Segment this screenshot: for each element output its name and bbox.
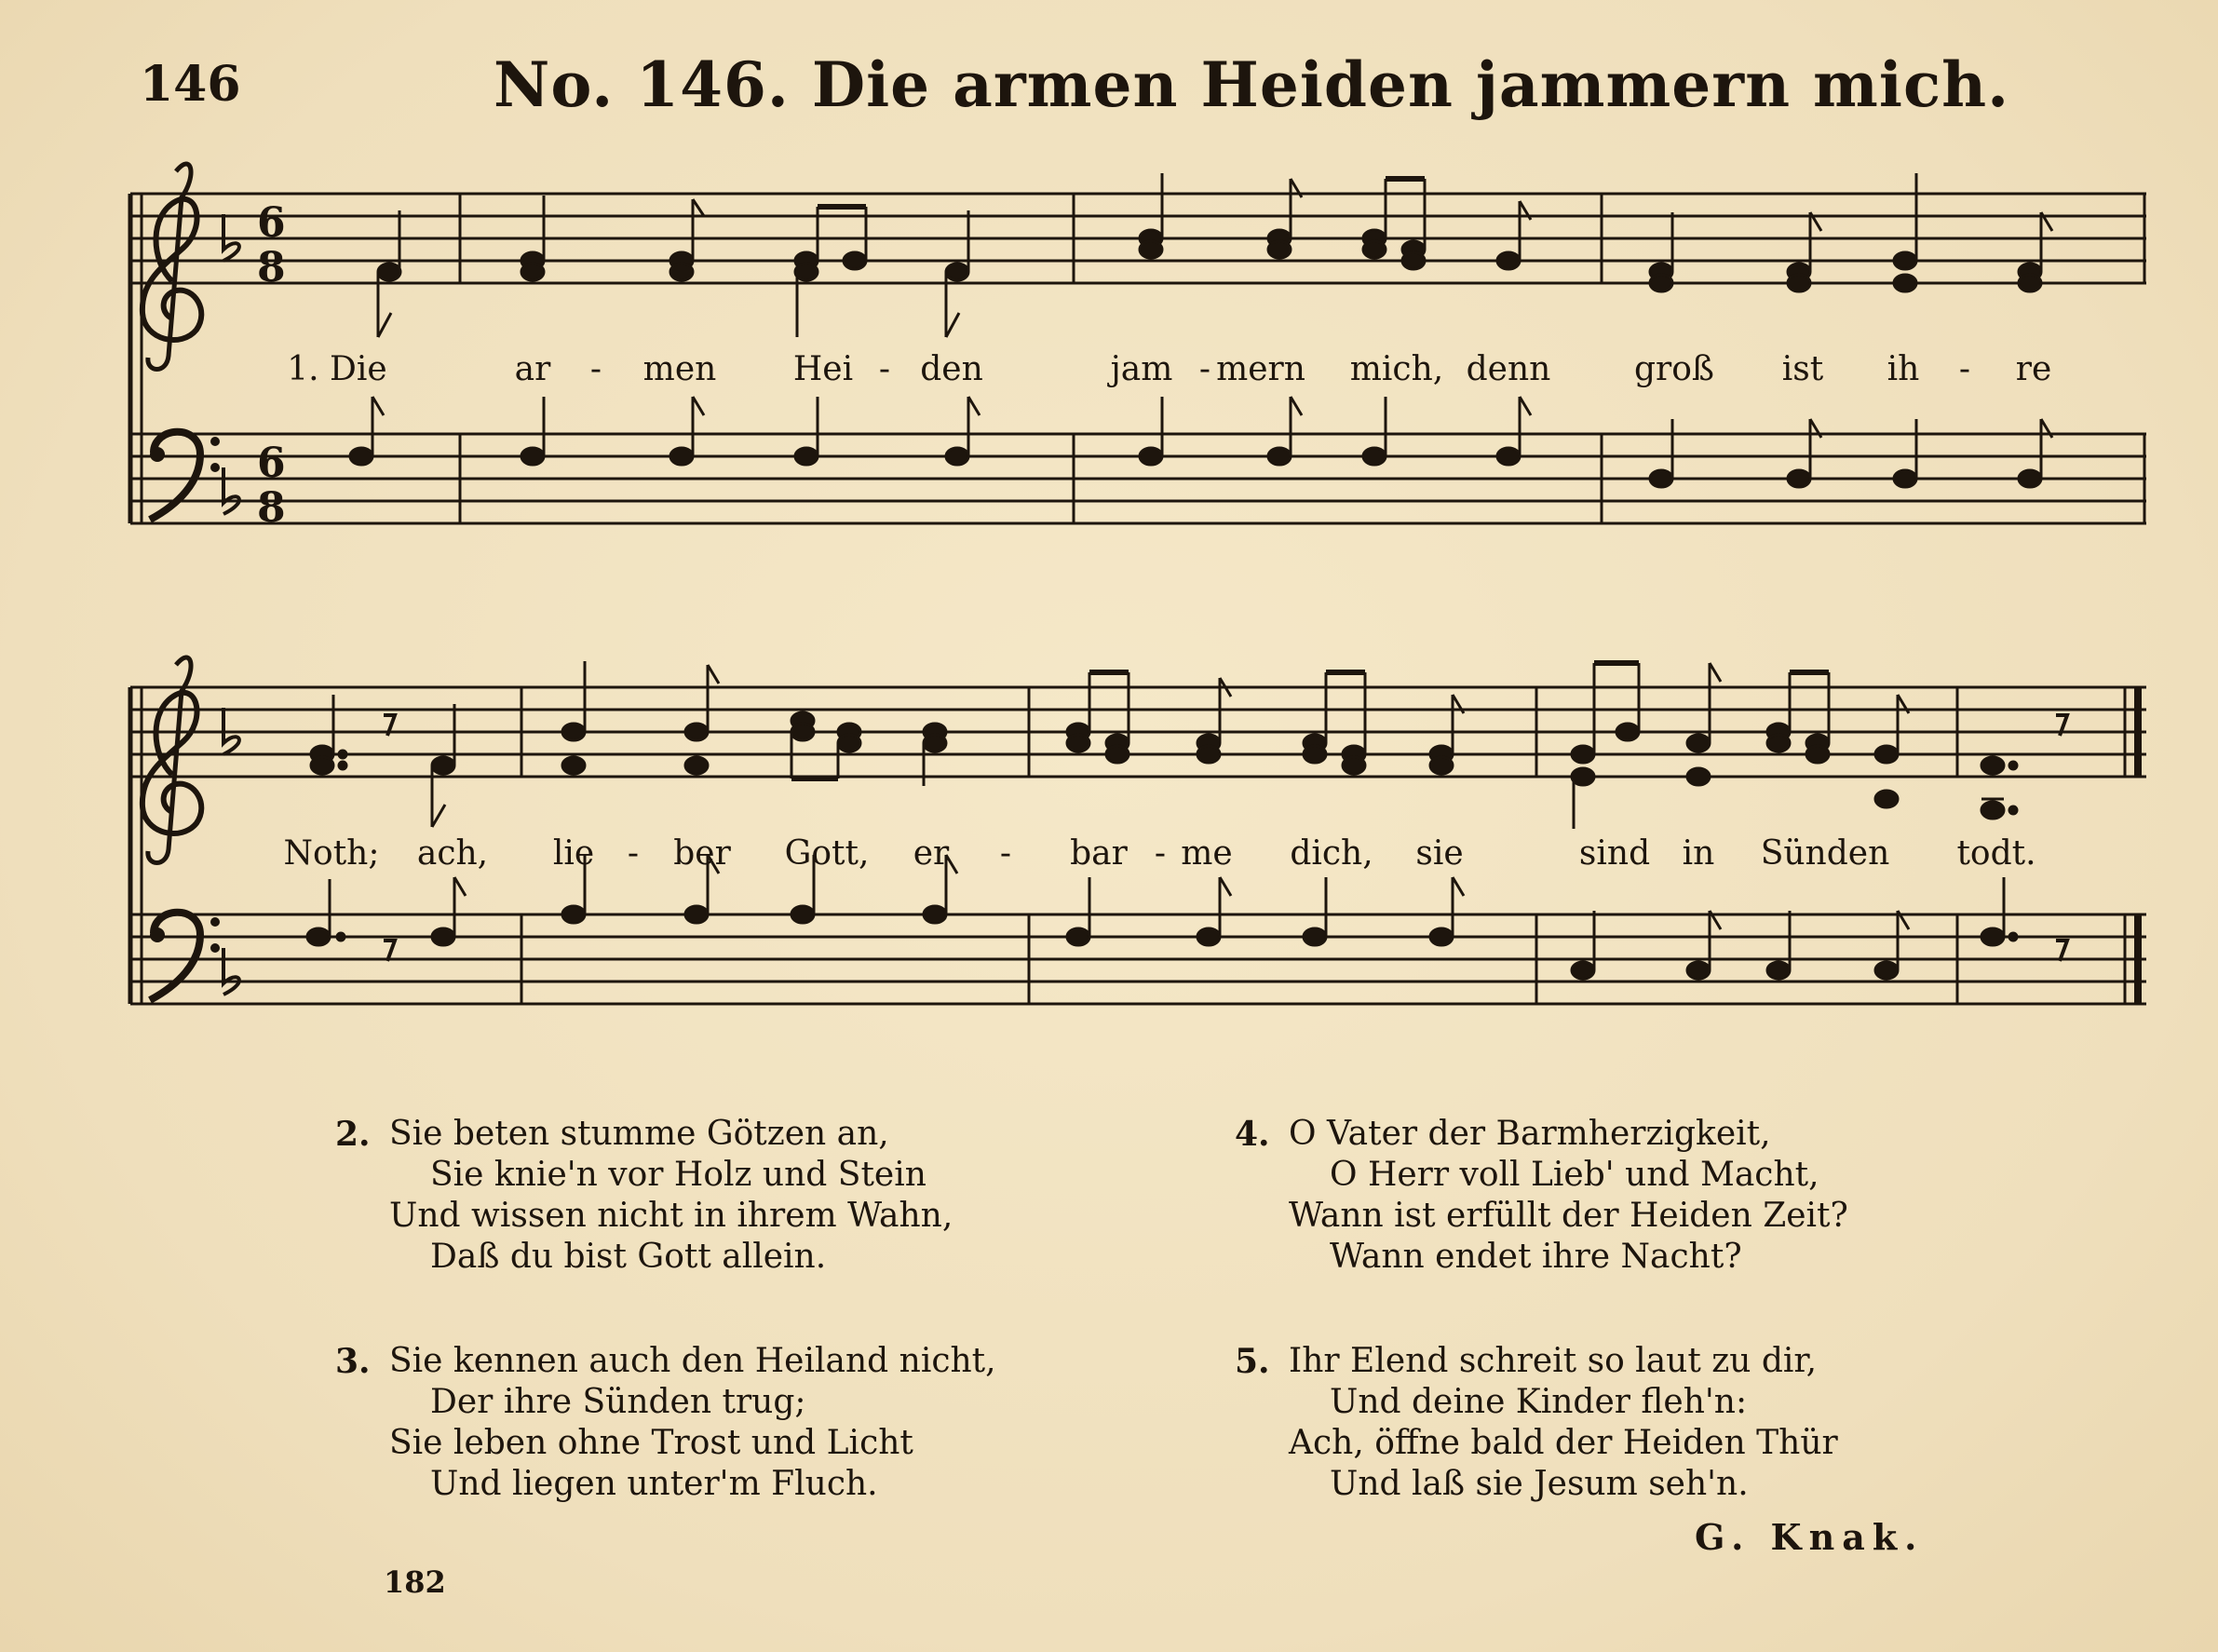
lyric-syllable: Sünden	[1760, 834, 1890, 873]
svg-text:8: 8	[257, 484, 286, 532]
lyric-syllable: Noth;	[283, 834, 380, 873]
verse-line: Und laß sie Jesum seh'n.	[1330, 1465, 1749, 1503]
composer-credit: G. Knak.	[1695, 1516, 1925, 1558]
lyric-syllable: ach,	[416, 834, 489, 873]
lyric-syllable: mich,	[1349, 350, 1444, 388]
lyric-syllable: groß	[1634, 350, 1714, 388]
verse-line: Wann endet ihre Nacht?	[1330, 1238, 1742, 1276]
verse-2	[335, 1114, 953, 1278]
page-number: 146	[140, 56, 241, 113]
lyric-syllable: ih	[1887, 350, 1920, 388]
time-signature	[257, 199, 286, 532]
lyric-hyphen: -	[999, 834, 1012, 873]
svg-text:6: 6	[257, 440, 286, 487]
verse-line: O Herr voll Lieb' und Macht,	[1330, 1156, 1819, 1194]
verse-4	[1235, 1114, 1848, 1278]
lyric-hyphen: -	[589, 350, 602, 388]
lyric-syllable: ist	[1781, 350, 1824, 388]
lyric-syllable: jam	[1110, 350, 1173, 388]
verse-line: Wann ist erfüllt der Heiden Zeit?	[1289, 1197, 1848, 1235]
flat-icon	[223, 467, 239, 514]
lyric-syllable: sie	[1415, 834, 1464, 873]
lyric-hyphen: -	[1154, 834, 1167, 873]
verse-number: 4.	[1235, 1115, 1270, 1154]
lyric-syllable: 1. Die	[287, 350, 387, 388]
verse-3	[335, 1341, 996, 1505]
verse-line: O Vater der Barmherzigkeit,	[1289, 1115, 1771, 1153]
verse-line: Ihr Elend schreit so laut zu dir,	[1289, 1342, 1818, 1380]
lyric-syllable: ber	[673, 834, 731, 873]
verse-line: Und liegen unter'm Fluch.	[430, 1465, 878, 1503]
verse-line: Sie beten stumme Götzen an,	[389, 1115, 889, 1153]
verse-line: Der ihre Sünden trug;	[430, 1383, 806, 1421]
svg-text:6: 6	[257, 199, 286, 247]
lyric-syllable: er	[913, 834, 950, 873]
lyric-syllable: den	[920, 350, 983, 388]
lyric-syllable: Gott,	[784, 834, 870, 873]
verse-number: 3.	[335, 1342, 371, 1381]
system2-bass-staff	[130, 914, 2146, 1004]
lyric-syllable: Hei	[792, 350, 854, 388]
lyric-hyphen: -	[1198, 350, 1211, 388]
lyric-syllable: mern	[1216, 350, 1305, 388]
lyric-syllable: lie	[552, 834, 595, 873]
lyric-hyphen: -	[878, 350, 891, 388]
lyric-syllable: re	[2015, 350, 2052, 388]
lyric-syllable: denn	[1466, 350, 1551, 388]
bass-clef-icon	[150, 432, 220, 520]
svg-text:8: 8	[257, 244, 286, 291]
verse-line: Sie knie'n vor Holz und Stein	[430, 1156, 926, 1194]
system1-bass-staff	[130, 434, 2146, 523]
lyric-syllable: men	[642, 350, 717, 388]
flat-icon	[223, 948, 239, 995]
lyric-syllable: dich,	[1290, 834, 1373, 873]
lyric-syllable: ar	[514, 350, 551, 388]
lyric-syllable: bar	[1070, 834, 1128, 873]
lyric-syllable: todt.	[1956, 834, 2036, 873]
verse-line: Sie leben ohne Trost und Licht	[389, 1424, 913, 1462]
system1-bass-notes	[350, 397, 2052, 487]
hymn-title: No. 146. Die armen Heiden jammern mich.	[494, 48, 2010, 121]
verse-line: Und wissen nicht in ihrem Wahn,	[389, 1197, 953, 1235]
verse-5	[1235, 1341, 1838, 1505]
verse-line: Und deine Kinder fleh'n:	[1330, 1383, 1748, 1421]
verse-line: Sie kennen auch den Heiland nicht,	[389, 1342, 996, 1380]
lyric-syllable: sind	[1578, 834, 1651, 873]
verse-number: 5.	[1235, 1342, 1270, 1381]
footer-mark: 182	[384, 1564, 446, 1600]
lyric-syllable: in	[1682, 834, 1715, 873]
bass-clef-icon	[150, 913, 220, 1000]
verse-number: 2.	[335, 1115, 371, 1154]
verse-line: Daß du bist Gott allein.	[430, 1238, 827, 1276]
lyric-syllable: me	[1181, 834, 1233, 873]
verse-line: Ach, öffne bald der Heiden Thür	[1289, 1424, 1838, 1462]
lyric-hyphen: -	[627, 834, 640, 873]
lyric-hyphen: -	[1958, 350, 1971, 388]
system1-treble-notes	[378, 173, 2052, 337]
